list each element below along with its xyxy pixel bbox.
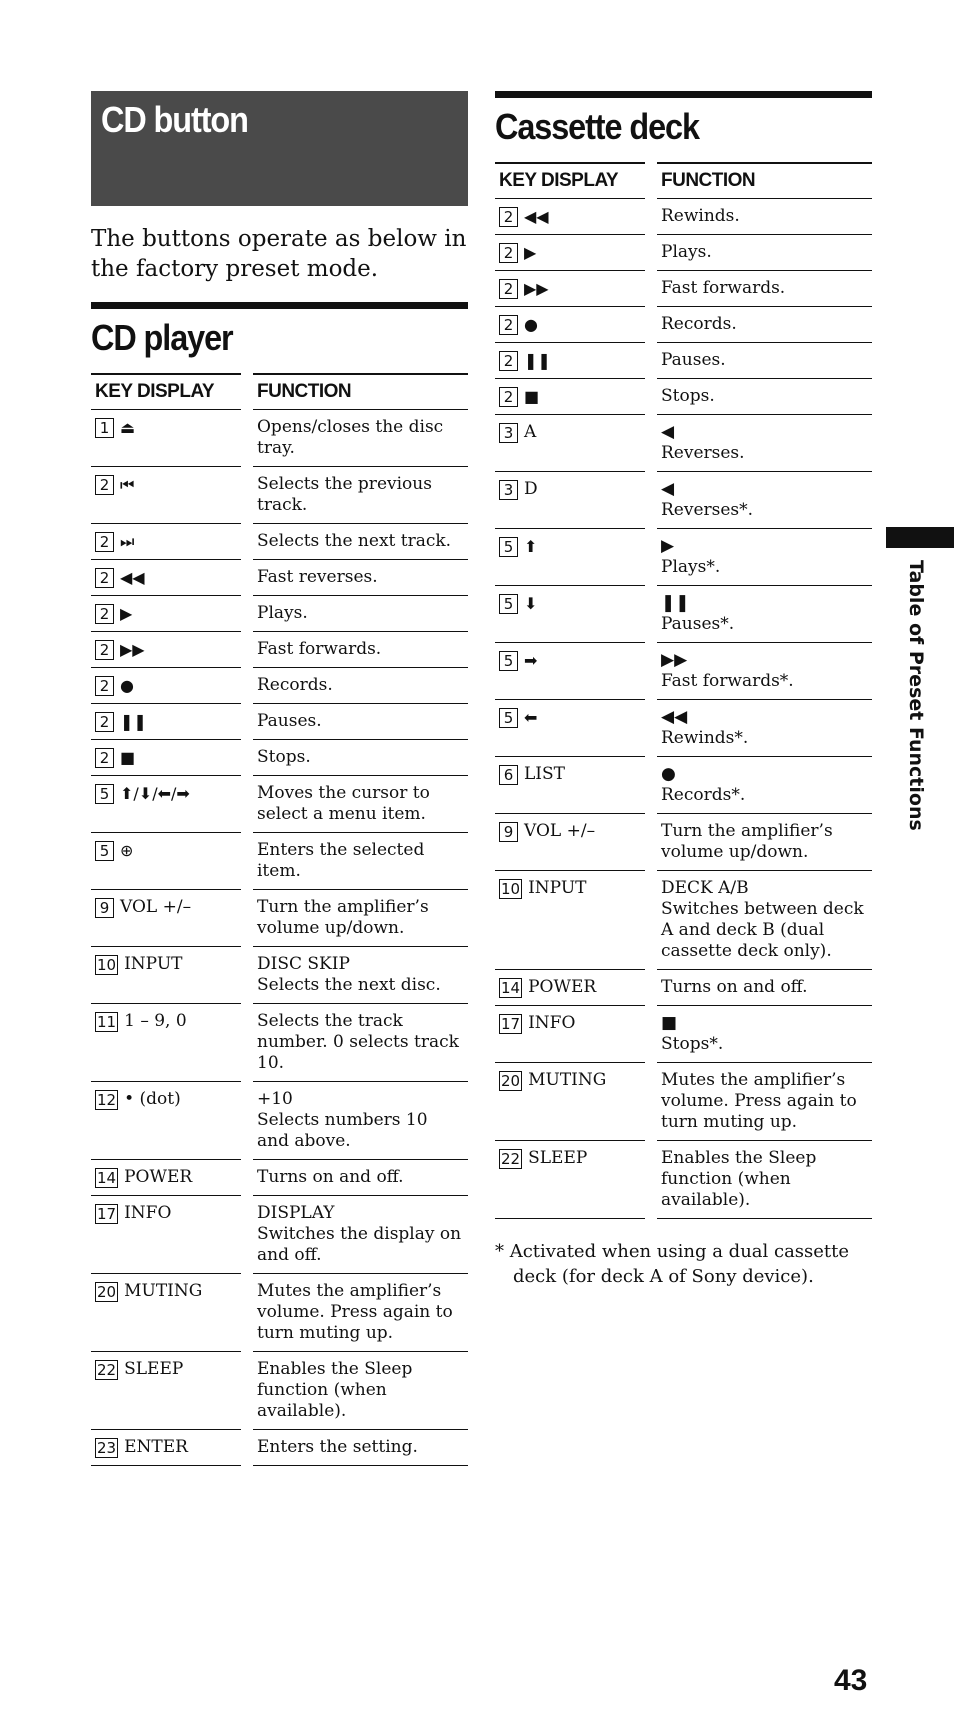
function-text: Plays*. xyxy=(661,557,721,577)
function-cell xyxy=(657,379,872,415)
function-text: Turns on and off. xyxy=(661,977,808,997)
function-text: Plays. xyxy=(661,242,712,262)
function-cell xyxy=(253,776,468,833)
function-text: Enables the Sleep function (when available). xyxy=(661,1148,817,1210)
table-row xyxy=(495,1063,872,1141)
function-cell xyxy=(253,1082,468,1160)
key-symbol-icon: ❚❚ xyxy=(524,351,551,370)
button-number-box: 5 xyxy=(499,651,518,671)
table-row xyxy=(91,467,468,524)
function-cell xyxy=(253,1430,468,1466)
table-row xyxy=(495,271,872,307)
button-number-box: 14 xyxy=(97,1168,117,1187)
function-text: Records*. xyxy=(661,785,746,805)
key-display-cell xyxy=(495,871,645,970)
button-number-box: 12 xyxy=(97,1090,117,1109)
button-number-box: 2 xyxy=(499,351,518,371)
key-display-cell xyxy=(91,740,241,776)
button-number-box: 11 xyxy=(97,1012,117,1031)
table-row xyxy=(495,415,872,472)
function-text: +10 xyxy=(257,1089,293,1109)
table-row xyxy=(91,1352,468,1430)
key-label: D xyxy=(524,479,538,499)
function-cell xyxy=(657,529,872,586)
key-display-cell xyxy=(91,524,241,560)
function-cell xyxy=(253,596,468,632)
function-text: Switches between deck A and deck B (dual cassette deck only). xyxy=(661,899,864,961)
table-row xyxy=(91,1274,468,1352)
table-row xyxy=(91,776,468,833)
function-text: Stops*. xyxy=(661,1034,724,1054)
key-display-cell xyxy=(495,757,645,814)
key-display-cell xyxy=(91,1004,241,1082)
function-cell xyxy=(657,643,872,700)
key-display-cell xyxy=(495,307,645,343)
function-cell xyxy=(253,1274,468,1352)
function-cell xyxy=(657,199,872,235)
button-number-box: 22 xyxy=(501,1149,521,1168)
function-cell xyxy=(657,814,872,871)
button-number-box: 2 xyxy=(95,604,114,624)
function-text: Records. xyxy=(661,314,737,334)
function-cell xyxy=(253,704,468,740)
key-symbol-icon: ▶ xyxy=(524,243,537,262)
table-row xyxy=(495,757,872,814)
function-text: Pauses. xyxy=(257,711,322,731)
key-symbol-icon: ❚❚ xyxy=(120,712,147,731)
key-display-cell xyxy=(495,700,645,757)
button-number-box: 22 xyxy=(97,1360,117,1379)
table-row xyxy=(91,1196,468,1274)
button-number-box: 5 xyxy=(499,537,518,557)
key-symbol-icon: ▶▶ xyxy=(524,279,549,298)
function-cell xyxy=(253,467,468,524)
table-row xyxy=(91,560,468,596)
key-display-cell xyxy=(495,529,645,586)
table-row xyxy=(91,1082,468,1160)
key-symbol-icon: ⏮ xyxy=(120,475,135,494)
key-symbol-icon: ⬆/⬇/⬅/➡ xyxy=(120,784,190,803)
key-symbol-icon: ● xyxy=(120,676,134,695)
button-number-box: 5 xyxy=(95,841,114,861)
key-display-cell xyxy=(91,1274,241,1352)
table-row xyxy=(91,668,468,704)
function-text: DECK A/B xyxy=(661,878,749,898)
section-rule xyxy=(495,91,872,98)
key-symbol-icon: ● xyxy=(524,315,538,334)
function-cell xyxy=(657,415,872,472)
table-row xyxy=(495,1141,872,1219)
function-text: ● xyxy=(661,764,676,784)
key-display-cell xyxy=(91,833,241,890)
key-display-cell xyxy=(495,415,645,472)
button-number-box: 20 xyxy=(501,1071,521,1090)
function-cell xyxy=(253,890,468,947)
function-cell xyxy=(253,1352,468,1430)
function-text: Rewinds*. xyxy=(661,728,749,748)
table-row xyxy=(495,379,872,415)
table-row xyxy=(91,410,468,467)
key-display-cell xyxy=(91,560,241,596)
function-cell xyxy=(253,947,468,1004)
function-cell xyxy=(253,410,468,467)
key-display-cell xyxy=(91,467,241,524)
function-text: ▶▶ xyxy=(661,650,688,670)
banner-title: CD button xyxy=(101,99,248,140)
key-display-cell xyxy=(495,235,645,271)
button-number-box: 10 xyxy=(97,955,117,974)
key-label: POWER xyxy=(528,977,597,997)
cd-player-table xyxy=(91,373,468,1466)
key-symbol-icon: ▶ xyxy=(120,604,133,623)
function-text: Rewinds. xyxy=(661,206,740,226)
function-text: Fast forwards. xyxy=(661,278,786,298)
function-text: Fast forwards. xyxy=(257,639,382,659)
function-text: Selects numbers 10 and above. xyxy=(257,1110,428,1151)
function-text: Selects the track number. 0 selects track 10. xyxy=(257,1011,459,1073)
function-cell xyxy=(253,1160,468,1196)
button-number-box: 9 xyxy=(95,898,114,918)
function-text: ◀ xyxy=(661,422,675,442)
function-cell xyxy=(253,668,468,704)
key-symbol-icon: ◀◀ xyxy=(524,207,549,226)
button-number-box: 2 xyxy=(95,676,114,696)
key-display-cell xyxy=(91,704,241,740)
key-display-cell xyxy=(495,1063,645,1141)
function-cell xyxy=(253,833,468,890)
table-row xyxy=(91,1160,468,1196)
function-text: Pauses. xyxy=(661,350,726,370)
key-display-cell xyxy=(91,668,241,704)
key-symbol-icon: ■ xyxy=(524,387,540,406)
button-number-box: 5 xyxy=(499,708,518,728)
key-display-cell xyxy=(91,1082,241,1160)
function-text: Moves the cursor to select a menu item. xyxy=(257,783,430,824)
function-text: DISC SKIP xyxy=(257,954,350,974)
key-display-cell xyxy=(495,199,645,235)
key-symbol-icon: ⏭ xyxy=(120,532,135,551)
cd-player-title: CD player xyxy=(91,317,233,358)
table-row xyxy=(495,643,872,700)
key-display-cell xyxy=(495,1141,645,1219)
function-text: Opens/closes the disc tray. xyxy=(257,417,444,458)
function-cell xyxy=(657,1006,872,1063)
cd-button-banner xyxy=(91,91,468,206)
section-rule xyxy=(91,302,468,309)
key-label: 1 – 9, 0 xyxy=(124,1011,187,1031)
function-cell xyxy=(657,970,872,1006)
function-cell xyxy=(657,235,872,271)
function-text: ❚❚ xyxy=(661,593,690,613)
function-text: Pauses*. xyxy=(661,614,735,634)
key-symbol-icon: ■ xyxy=(120,748,136,767)
key-display-cell xyxy=(91,776,241,833)
function-text: Enables the Sleep function (when available). xyxy=(257,1359,413,1421)
button-number-box: 14 xyxy=(501,978,521,997)
function-cell xyxy=(657,1141,872,1219)
button-number-box: 2 xyxy=(499,279,518,299)
function-cell xyxy=(253,1004,468,1082)
button-number-box: 17 xyxy=(97,1204,117,1223)
table-row xyxy=(495,970,872,1006)
function-cell xyxy=(657,307,872,343)
button-number-box: 2 xyxy=(95,748,114,768)
key-display-cell xyxy=(91,890,241,947)
key-display-cell xyxy=(495,970,645,1006)
key-label: MUTING xyxy=(528,1070,607,1090)
button-number-box: 23 xyxy=(97,1438,117,1457)
key-display-cell xyxy=(91,410,241,467)
table-row xyxy=(495,586,872,643)
key-display-cell xyxy=(91,1352,241,1430)
button-number-box: 20 xyxy=(97,1282,117,1301)
function-cell xyxy=(657,586,872,643)
function-cell xyxy=(657,1063,872,1141)
key-label: VOL +/– xyxy=(524,821,596,841)
key-symbol-icon: ⬆ xyxy=(524,537,538,556)
key-label: SLEEP xyxy=(528,1148,588,1168)
function-cell xyxy=(657,700,872,757)
function-text: Selects the previous track. xyxy=(257,474,432,515)
function-header: FUNCTION xyxy=(253,373,468,410)
function-text: Switches the display on and off. xyxy=(257,1224,462,1265)
table-row xyxy=(495,1006,872,1063)
table-row xyxy=(495,235,872,271)
button-number-box: 1 xyxy=(95,418,114,438)
intro-text: The buttons operate as below in the factory preset mode. xyxy=(91,226,467,282)
key-display-header: KEY DISPLAY xyxy=(91,373,241,410)
key-symbol-icon: ⬇ xyxy=(524,594,538,613)
key-display-cell xyxy=(91,947,241,1004)
key-label: INFO xyxy=(124,1203,172,1223)
button-number-box: 2 xyxy=(95,640,114,660)
button-number-box: 2 xyxy=(95,475,114,495)
key-display-header: KEY DISPLAY xyxy=(495,162,645,199)
table-row xyxy=(91,596,468,632)
footnote: * Activated when using a dual cassette deck (for deck A of Sony device). xyxy=(495,1241,850,1287)
cassette-deck-table xyxy=(495,162,872,1219)
table-row xyxy=(91,1430,468,1466)
function-text: Turn the amplifier’s volume up/down. xyxy=(661,821,833,862)
key-display-cell xyxy=(495,814,645,871)
right-column xyxy=(495,91,872,1307)
button-number-box: 2 xyxy=(499,207,518,227)
button-number-box: 5 xyxy=(95,784,114,804)
table-row xyxy=(495,700,872,757)
function-text: Enters the selected item. xyxy=(257,840,425,881)
button-number-box: 2 xyxy=(95,568,114,588)
table-row xyxy=(91,524,468,560)
table-row xyxy=(91,947,468,1004)
key-label: • (dot) xyxy=(124,1089,181,1109)
table-row xyxy=(495,343,872,379)
key-label: A xyxy=(524,422,537,442)
left-column xyxy=(91,91,468,1466)
key-display-cell xyxy=(91,596,241,632)
button-number-box: 6 xyxy=(499,765,518,785)
function-text: Stops. xyxy=(257,747,311,767)
function-text: Reverses*. xyxy=(661,500,754,520)
table-row xyxy=(495,199,872,235)
side-tab-label: Table of Preset Functions xyxy=(905,560,927,831)
function-text: Reverses. xyxy=(661,443,745,463)
cd-player-rows xyxy=(91,410,468,1466)
function-text: Turns on and off. xyxy=(257,1167,404,1187)
key-symbol-icon: ⏏ xyxy=(120,418,136,437)
function-text: Plays. xyxy=(257,603,308,623)
key-symbol-icon: ⊕ xyxy=(120,841,134,860)
key-symbol-icon: ⬅ xyxy=(524,708,538,727)
key-display-cell xyxy=(495,343,645,379)
key-label: VOL +/– xyxy=(120,897,192,917)
button-number-box: 3 xyxy=(499,423,518,443)
function-text: Mutes the amplifier’s volume. Press again to turn muting up. xyxy=(257,1281,453,1343)
button-number-box: 17 xyxy=(501,1014,521,1033)
button-number-box: 3 xyxy=(499,480,518,500)
function-text: ◀ xyxy=(661,479,675,499)
key-label: LIST xyxy=(524,764,565,784)
key-display-cell xyxy=(91,632,241,668)
function-text: Turn the amplifier’s volume up/down. xyxy=(257,897,429,938)
button-number-box: 2 xyxy=(95,532,114,552)
table-row xyxy=(495,871,872,970)
function-cell xyxy=(253,1196,468,1274)
function-text: Mutes the amplifier’s volume. Press again to turn muting up. xyxy=(661,1070,857,1132)
key-display-cell xyxy=(495,472,645,529)
function-text: Records. xyxy=(257,675,333,695)
cassette-deck-title: Cassette deck xyxy=(495,106,699,147)
key-label: ENTER xyxy=(124,1437,188,1457)
key-label: POWER xyxy=(124,1167,193,1187)
key-symbol-icon: ▶▶ xyxy=(120,640,145,659)
key-display-cell xyxy=(495,271,645,307)
side-tab-marker xyxy=(886,527,954,548)
page-number: 43 xyxy=(834,1664,868,1697)
button-number-box: 2 xyxy=(95,712,114,732)
table-row xyxy=(91,704,468,740)
key-display-cell xyxy=(91,1196,241,1274)
key-label: INPUT xyxy=(528,878,587,898)
function-text: Selects the next disc. xyxy=(257,975,441,995)
key-symbol-icon: ◀◀ xyxy=(120,568,145,587)
function-text: ■ xyxy=(661,1013,678,1033)
table-row xyxy=(91,890,468,947)
function-text: DISPLAY xyxy=(257,1203,335,1223)
key-symbol-icon: ➡ xyxy=(524,651,538,670)
function-cell xyxy=(253,524,468,560)
key-display-cell xyxy=(495,643,645,700)
table-row xyxy=(495,307,872,343)
function-cell xyxy=(657,343,872,379)
key-label: INFO xyxy=(528,1013,576,1033)
table-row xyxy=(91,740,468,776)
key-display-cell xyxy=(495,379,645,415)
key-label: MUTING xyxy=(124,1281,203,1301)
function-header: FUNCTION xyxy=(657,162,872,199)
table-row xyxy=(91,1004,468,1082)
button-number-box: 2 xyxy=(499,387,518,407)
function-text: Fast forwards*. xyxy=(661,671,794,691)
function-cell xyxy=(253,740,468,776)
button-number-box: 2 xyxy=(499,315,518,335)
function-cell xyxy=(253,632,468,668)
key-label: INPUT xyxy=(124,954,183,974)
button-number-box: 10 xyxy=(501,879,521,898)
key-display-cell xyxy=(91,1160,241,1196)
function-text: ◀◀ xyxy=(661,707,688,727)
key-display-cell xyxy=(495,586,645,643)
function-text: Fast reverses. xyxy=(257,567,378,587)
key-label: SLEEP xyxy=(124,1359,184,1379)
table-row xyxy=(495,472,872,529)
function-cell xyxy=(657,472,872,529)
key-display-cell xyxy=(91,1430,241,1466)
table-row xyxy=(495,814,872,871)
table-row xyxy=(91,833,468,890)
function-text: Stops. xyxy=(661,386,715,406)
function-text: ▶ xyxy=(661,536,675,556)
function-text: Enters the setting. xyxy=(257,1437,418,1457)
button-number-box: 2 xyxy=(499,243,518,263)
key-display-cell xyxy=(495,1006,645,1063)
function-text: Selects the next track. xyxy=(257,531,452,551)
function-cell xyxy=(657,271,872,307)
table-row xyxy=(495,529,872,586)
button-number-box: 5 xyxy=(499,594,518,614)
function-cell xyxy=(253,560,468,596)
button-number-box: 9 xyxy=(499,822,518,842)
function-cell xyxy=(657,757,872,814)
cassette-deck-rows xyxy=(495,199,872,1219)
function-cell xyxy=(657,871,872,970)
table-row xyxy=(91,632,468,668)
